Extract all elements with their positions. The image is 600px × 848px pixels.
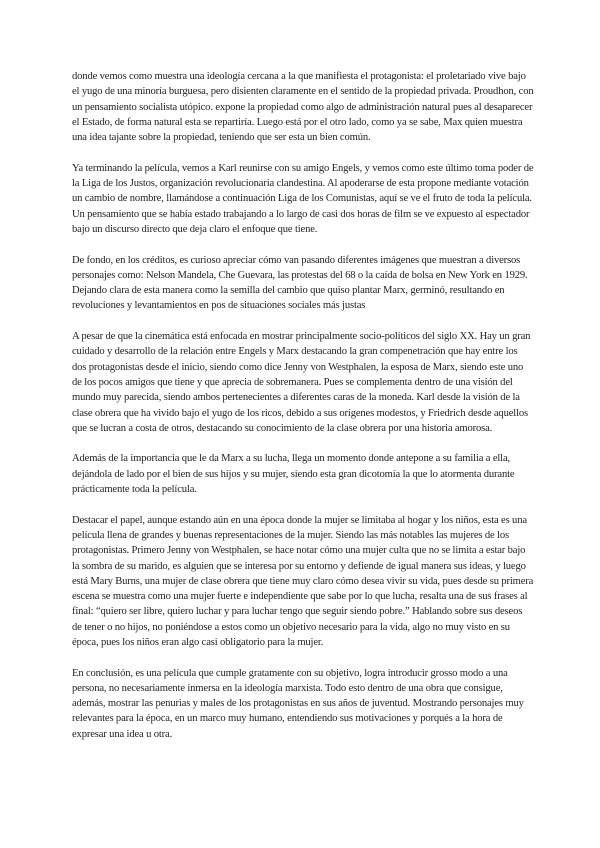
paragraph-3: De fondo, en los créditos, es curioso apreciar cómo van pasando diferentes imágenes que muestran a diversos personajes como: Nelson Mandela, Che Guevara, las protestas del 68 o la caída de bolsa en New York en 1929. Dejando clara de esta manera como la semilla del cambio que quiso plantar Marx, germinó, resultando en revoluciones y levantamientos en pos de situaciones sociales más justas: [72, 254, 528, 312]
paragraph-6: Destacar el papel, aunque estando aún en una época donde la mujer se limitaba al hogar y los niños, esta es una película llena de grandes y buenas representaciones de la mujer. Siendo las más notables las mujeres de los protagonistas. Primero Jenny von Westphalen, se hace notar cómo una mujer culta que no se limita a estar bajo la sombra de su marido, es alguien que se interesa por su entorno y defiende de igual manera sus ideas, y luego está Mary Burns, una mujer de clase obrera que tiene muy claro cómo desea vivir su vida, pues desde su primera escena se muestra como una mujer fuerte e independiente que sabe por lo que lucha, resalta una de sus frases al final: “quiero ser libre, quiero luchar y para luchar tengo que seguir siendo pobre.” Hablando sobre sus deseos de tener o no hijos, no poniéndose a estos como un objetivo necesario para la vida, algo no muy visto en su época, pues los niños eran algo casi obligatorio para la mujer.: [72, 514, 534, 648]
paragraph-5: Además de la importancia que le da Marx a su lucha, llega un momento donde antepone a su familia a ella, dejándola de lado por el bien de sus hijos y su mujer, siendo esta gran dicotomía la que lo atormenta durante prácticamente toda la película.: [72, 453, 515, 496]
document-body: [72, 69, 534, 757]
paragraph-2: Ya terminando la película, vemos a Karl reunirse con su amigo Engels, y vemos como este último toma poder de la Liga de los Justos, organización revolucionaria clandestina. Al apoderarse de esta propone mediante votación un cambio de nombre, llamándose a continuación Liga de los Comunistas, aquí se ve el fruto de toda la película. Un pensamiento que se había estado trabajando a lo largo de casi dos horas de film se ve expuesto al espectador bajo un discurso directo que deja claro el enfoque que tiene.: [72, 162, 534, 235]
paragraph-4: A pesar de que la cinemática está enfocada en mostrar principalmente socio-políticos del siglo XX. Hay un gran cuidado y desarrollo de la relación entre Engels y Marx destacando la gran compenetración que hay entre los dos protagonistas desde el inicio, siendo como dice Jenny von Westphalen, la esposa de Marx, siendo este uno de los pocos amigos que tiene y que aprecia de sobremanera. Pues se complementa dentro de una visión del mundo muy parecida, siendo ambos pertenecientes a diferentes caras de la moneda. Karl desde la visión de la clase obrera que ha vivido bajo el yugo de los ricos, debido a sus orígenes modestos, y Friedrich desde aquellos que se lucran a costa de otros, destacando su conocimiento de la clase obrera por una historia amorosa.: [72, 331, 531, 434]
paragraph-7: En conclusión, es una película que cumple gratamente con su objetivo, logra introducir grosso modo a una persona, no necesariamente inmersa en la ideología marxista. Todo esto dentro de una obra que consigue, además, mostrar las penurias y males de los protagonistas en sus años de juventud. Mostrando personajes muy relevantes para la época, en un marco muy humano, entendiendo sus motivaciones y porqués a la hora de expresar una idea u otra.: [72, 667, 524, 740]
paragraph-1: donde vemos como muestra una ideología cercana a la que manifiesta el protagonista: el proletariado vive bajo el yugo de una minoría burguesa, pero disienten claramente en el sentido de la propiedad privada. Proudhon, con un pensamiento socialista utópico. expone la propiedad como algo de administración natural pues al desaparecer el Estado, de forma natural esta se repartiría. Luego está por el otro lado, como ya se sabe, Max quien muestra una idea tajante sobre la propiedad, teniendo que ser esta un bien común.: [72, 71, 534, 144]
